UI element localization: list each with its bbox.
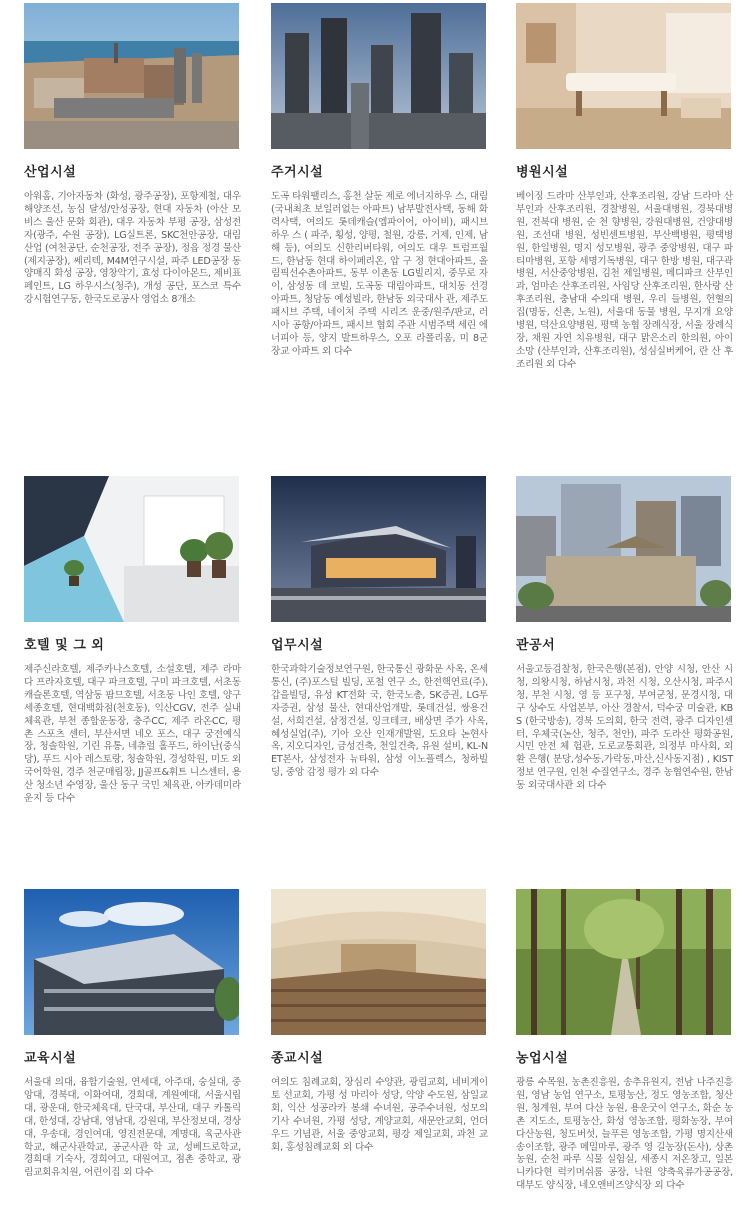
card-description: 제주신라호텔, 제주카나스호텔, 소설호텔, 제주 라마다 프라자호텔, 대구 파크호텔, 구미 파크호텔, 서초동 캐슬론호텔, 역삼동 팜므호텔, 서초동 나인 호텔, 양구 세종호텔, 현대백화점(천호동), 익산CGV, 전주 실내 체육관, 부천 종합운동장, 충주CC, 제주 라온CC, 평촌 스포츠 센터, 부산서면 네오 포스, 대구 궁전예식장, 청솔학원, 기린 유통, 네츄럴 홀푸드, 하이난(중식당), 푸드 시아 레스토랑, 청솔학원, 경성학원, 미도 외국어학원, 경주 천군매립장, JJ골프&휘트 니스센터, 용산 청소년 수영장, 울산 동구 국민 체육관, 아카데미라운지 등 다수 bbox=[24, 664, 241, 805]
card-title: 업무시설 bbox=[271, 638, 324, 653]
card-title: 주거시설 bbox=[271, 165, 324, 180]
school-building-photo bbox=[24, 889, 239, 1035]
church-auditorium-photo bbox=[271, 889, 486, 1035]
card-title: 산업시설 bbox=[24, 165, 77, 180]
card-title: 호텔 및 그 외 bbox=[24, 638, 105, 653]
forest-path-photo bbox=[516, 889, 731, 1035]
card-description: 여의도 침례교회, 장심리 수양관, 광림교회, 네비게이토 선교회, 가평 성 마리아 성당, 악양 수도원, 삼일교회, 익산 성공라카 봉쇄 수녀원, 공주수녀원, 성모의 기사 수녀원, 가평 성당, 계양교회, 새문안교회, 언더우드 기념관, 서울 중앙교회, 평강 제일교회, 과천 교회, 홍성침례교회 외 다수 bbox=[271, 1077, 488, 1153]
office-building-photo bbox=[271, 476, 486, 622]
card-title: 농업시설 bbox=[516, 1051, 569, 1066]
card-description: 아워홈, 기아자동차 (화성, 광주공장), 포항제철, 대우해양조선, 농심 달성/안성공장, 현대 자동차 (아산 모비스 울산 문화 회관), 대우 자동차 부평 공장, 삼성전자(광주, 수원 공장), LG실트론, SKC천안공장, 대림산업 (여천공단, 순천공장, 전주 공장), 정읍 정경 물산(제지공장), 쎄리텍, M4M연구시설, 파주 LED공장 동양매직 화성 공장, 영창악기, 효성 다이아몬드, 제비표 페인트, LG 하우시스(청주), 개성 공단, 포스코 특수강시험연구동, 한국도로공사 영업소 8개소 bbox=[24, 191, 241, 306]
card-description: 광릉 수목원, 농촌진흥원, 송추유원지, 전남 나주진흥원, 영남 농업 연구소, 토평농산, 정도 영농조합, 청산원, 청계원, 부여 다산 농원, 용운굿이 연구소, 화순 농촌 지도소, 토평농산, 화성 영농조합, 평화농장, 부여 다산농원, 청도버섯, 늘푸른 영농조합, 가평 명지산새송이조합, 광주 메밀마루, 광주 영 길농장(돈사), 상촌농원, 순천 파루 식물 실험실, 세종시 저온창고, 일본 니카다현 럭키머쉬룸 공장, 낙원 양축육류가공공장, 대부도 양식장, 네오앤비즈양식장 외 다수 bbox=[516, 1077, 733, 1192]
card-description: 베이징 드라마 산부인과, 산후조리원, 강남 드라마 산부인과 산후조리원, 경찰병원, 서울대병원, 경북대병원, 전북대 병원, 순 천 향병원, 강원대병원, 건양대병원, 조선대 병원, 성빈센트병원, 부산백병원, 평택병원, 한일병원, 명지 성모병원, 광주 중앙병원, 대구 파티마병원, 포항 세명기독병원, 대구 한방 병원, 대구곽병원, 서산중앙병원, 김천 제일병원, 메디파크 산부인과, 엄마손 산후조리원, 사임당 산후조리원, 한사랑 산 후조리원, 충남대 수의대 병원, 우리 들병원, 헌혈의 집(명동, 신촌, 노원), 서울대 동물 병원, 무지개 요양병원, 덕산요양병원, 평택 농협 장례식장, 서울 장례식장, 채원 자연 치유병원, 대구 맑은소리 한의원, 아이 소망 (산부인과, 산후조리원), 성심실버케어, 란 산 후조리원 외 다수 bbox=[516, 191, 733, 370]
bank-of-korea-photo bbox=[516, 476, 731, 622]
card-description: 한국과학기술정보연구원, 한국통신 광화문 사옥, 온세통신, (주)포스틸 빌딩, 포철 연구 소, 한전핵연료(주), 갑을빌딩, 유성 KT전화 국, 한국노총, SK증권, LG투자증권, 삼성 물산, 현대산업개발, 롯데건설, 쌍용건설, 서희건설, 삼정건설, 잉크테크, 배상면 주가 사옥, 혜성실업(주), 기아 오산 인재개발원, 도요타 논현사옥, 지오디자인, 금성건축, 천일건축, 유원 설비, KL-NET본사, 삼성전자 뉴타워, 삼성 이노플렉스, 청하빌딩, 중앙 감정 평가 외 다수 bbox=[271, 664, 488, 779]
card-title: 교육시설 bbox=[24, 1051, 77, 1066]
card-title: 병원시설 bbox=[516, 165, 569, 180]
hospital-room-photo bbox=[516, 3, 731, 149]
card-description: 도곡 타워팰리스, 홍천 살둔 제로 에너지하우 스, 대림(국내최초 보일러없는 아파트) 남부발전사택, 동해 화력사택, 여의도 롯데캐슬(엠파이어, 아이비), 패시브하우 스 ( 파주, 횡성, 양평, 철원, 강릉, 거제, 인제, 남해 등), 여의도 신한리버타워, 여의도 대우 트럼프월드, 한남동 현대 하이페리온, 압 구 정 현대아파트, 올림픽선수촌아파트, 동부 이촌동 LG빌리지, 중무로 자이, 삼성동 데 코빌, 도곡동 대림아파트, 대치동 선경 아파트, 청담동 예성빌라, 한남동 외국대사 관, 제주도 패시브 주택, 네이처 주택 시리즈 운중/원주/판교, 러시아 공항/아파트, 패시브 협회 주관 시범주택 세린 에너피아 등, 양지 발트하우스, 오포 라폴리움, 미 8군 장교 아파트 외 다수 bbox=[271, 191, 488, 357]
card-title: 종교시설 bbox=[271, 1051, 324, 1066]
card-title: 관공서 bbox=[516, 638, 556, 653]
card-description: 서울대 의대, 융합기술원, 연세대, 아주대, 숭실대, 중앙대, 경북대, 이화여대, 경희대, 계원예대, 서울시립대, 광운대, 한국체육대, 단국대, 부산대, 대구 카톨릭대, 한성대, 강남대, 영남대, 강원대, 부산정보대, 경상 대, 우송대, 경인여대, 영진전문대, 계명대, 육군사관학교, 해군사관학교, 공군사관 학 교, 성베드로학교, 경희대 기숙사, 경희여고, 대원여고, 점촌 중학교, 광림교회유치원, 어린이집 외 다수 bbox=[24, 1077, 241, 1179]
hotel-pool-photo bbox=[24, 476, 239, 622]
steel-plant-photo bbox=[24, 3, 239, 149]
high-rise-towers-photo bbox=[271, 3, 486, 149]
card-description: 서울고등검찰청, 한국은행(본점), 안양 시청, 안산 시청, 의왕시청, 하남시청, 과천 시청, 오산시청, 파주시청, 부천 시청, 영 등 포구청, 부여군청, 문경시청, 대구 상수도 사업본부, 아산 경찰서, 덕수궁 미술관, KBS (한국방송), 경북 도의회, 한국 전력, 광주 디자인센터, 우체국(논산, 청주, 천안), 파주 도라산 평화공원, 시민 안전 체 험관, 도로교통회관, 의정부 마사회, 외환 은행( 분당,성수동,가락동,마산,신사동지점) , KIST 정보 연구원, 인천 수질연구소, 경주 농협연수원, 한남동 외국대사관 외 다수 bbox=[516, 664, 733, 792]
